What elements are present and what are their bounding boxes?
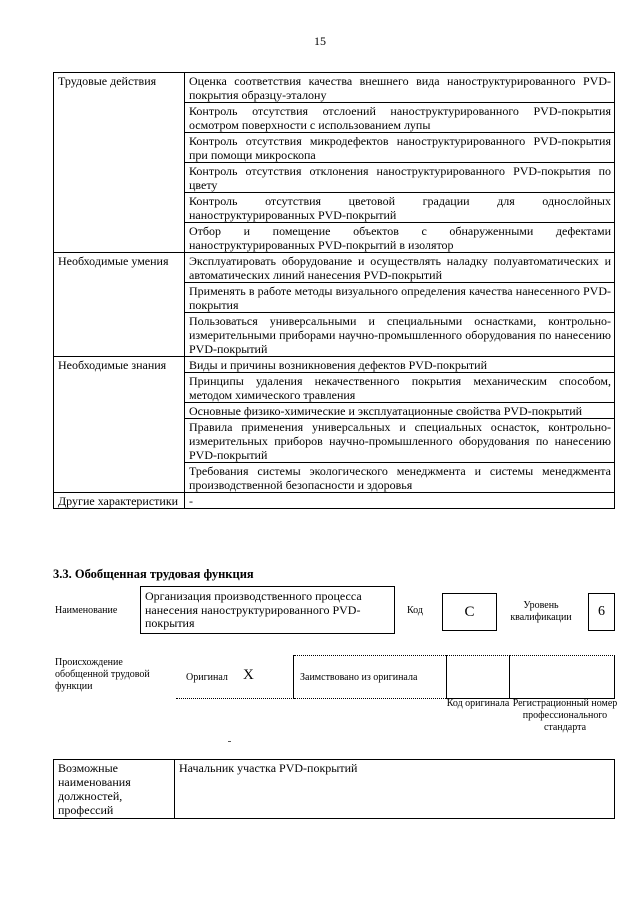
origin-borrowed-label: Заимствовано из оригинала [300, 672, 418, 683]
row-item: Отбор и помещение объектов с обнаруженными дефектами наноструктурированных PVD-покрытий в изолятор [185, 223, 615, 253]
code-label: Код [407, 605, 423, 616]
origin-reg-number-cell [510, 655, 615, 699]
qualification-level-label: Уровень квалификации [510, 600, 572, 623]
section-heading: 3.3. Обобщенная трудовая функция [53, 567, 254, 581]
row-label: Необходимые умения [54, 253, 185, 357]
table-row [54, 357, 615, 373]
row-item: Эксплуатировать оборудование и осуществлять наладку полуавтоматических и автоматических линий нанесения PVD-покрытий [185, 253, 615, 283]
row-item: Принципы удаления некачественного покрытия механическим способом, методом химического травления [185, 373, 615, 403]
row-label: Трудовые действия [54, 73, 185, 253]
row-item: Пользоваться универсальными и специальными оснастками, контрольно-измерительными приборами научно-промышленного оборудования по нанесению PVD-покрытий [185, 313, 615, 357]
origin-code-cell [446, 655, 510, 699]
row-label: Необходимые знания [54, 357, 185, 493]
row-item: Правила применения универсальных и специальных оснасток, контрольно-измерительных приборов научно-промышленного оборудования по нанесению PVD-покрытий [185, 419, 615, 463]
row-item: - [185, 493, 615, 509]
labor-function-table [53, 72, 615, 509]
row-item: Требования системы экологического менеджмента и системы менеджмента производственной безопасности и здоровья [185, 463, 615, 493]
stray-mark [228, 741, 231, 742]
positions-row [54, 760, 615, 819]
origin-label: Происхождение обобщенной трудовой функции [55, 657, 150, 692]
origin-original-label: Оригинал [186, 672, 228, 683]
function-name-value: Организация производственного процесса нанесения наноструктурированного PVD-покрытия [140, 586, 395, 634]
code-value: C [442, 593, 497, 631]
row-item: Оценка соответствия качества внешнего вида наноструктурированного PVD-покрытия образцу-эталону [185, 73, 615, 103]
positions-value: Начальник участка PVD-покрытий [175, 760, 615, 819]
origin-original-mark: X [243, 667, 254, 683]
positions-label: Возможные наименования должностей, профессий [54, 760, 175, 819]
table-row [54, 253, 615, 283]
row-item: Виды и причины возникновения дефектов PVD-покрытий [185, 357, 615, 373]
row-item: Контроль отсутствия микродефектов наноструктурированного PVD-покрытия при помощи микроскопа [185, 133, 615, 163]
qualification-level-value: 6 [588, 593, 615, 631]
row-item: Контроль отсутствия отслоений наноструктурированного PVD-покрытия осмотром поверхности с использованием лупы [185, 103, 615, 133]
origin-reg-caption: Регистрационный номер профессионального стандарта [512, 698, 618, 733]
row-item: Контроль отсутствия отклонения наноструктурированного PVD-покрытия по цвету [185, 163, 615, 193]
table-row [54, 73, 615, 103]
row-item: Контроль отсутствия цветовой градации для однослойных наноструктурированных PVD-покрытий [185, 193, 615, 223]
positions-table [53, 759, 615, 819]
table-row [54, 493, 615, 509]
row-item: Применять в работе методы визуального определения качества нанесенного PVD-покрытия [185, 283, 615, 313]
origin-code-caption: Код оригинала [446, 698, 510, 709]
row-item: Основные физико-химические и эксплуатационные свойства PVD-покрытий [185, 403, 615, 419]
name-label: Наименование [55, 605, 118, 616]
page-number: 15 [314, 34, 326, 48]
row-label: Другие характеристики [54, 493, 185, 509]
